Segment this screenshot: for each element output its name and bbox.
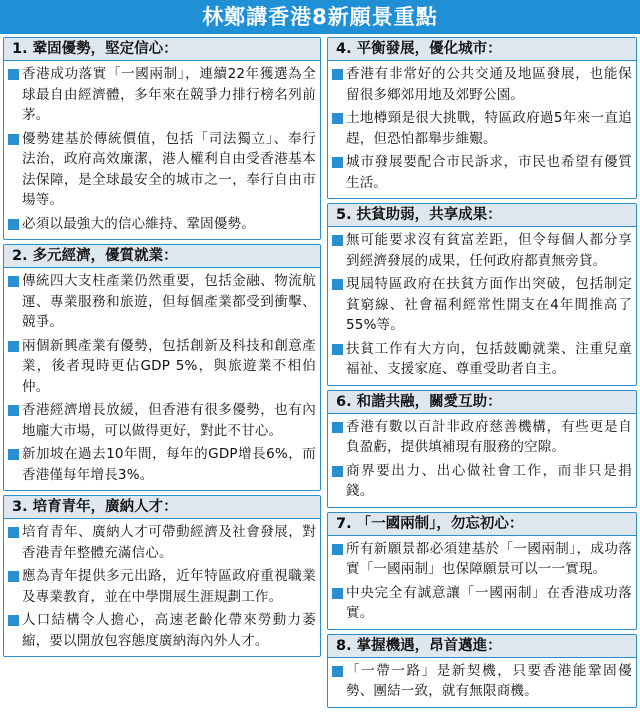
square-bullet-icon — [332, 544, 343, 555]
list-item — [332, 583, 632, 624]
item-text: 扶貧工作有大方向，包括鼓勵就業、注重兒童福祉、支援家庭、尊重受助者自主。 — [346, 340, 632, 377]
item-text: 無可能要求沒有貧富差距，但令每個人都分享到經濟發展的成果，任何政府都責無旁貸。 — [346, 232, 632, 269]
list-item — [8, 336, 316, 398]
square-bullet-icon — [332, 588, 343, 599]
section-heading: 7. 「一國兩制」，勿忘初心： — [328, 513, 636, 536]
page-title: 林鄭講香港8新願景重點 — [0, 0, 640, 34]
item-text: 優勢建基於傳統價值，包括「司法獨立」、奉行法治，政府高效廉潔，港人權利自由受香港基本法保障，是全球最安全的城市之一，奉行自由市場等。 — [22, 130, 316, 208]
list-item — [332, 339, 632, 380]
section-1 — [3, 37, 321, 240]
item-text: 中央完全有誠意讓「一國兩制」在香港成功落實。 — [346, 584, 632, 621]
section-body — [328, 536, 636, 629]
list-item — [8, 444, 316, 485]
square-bullet-icon — [8, 405, 19, 416]
section-body — [328, 658, 636, 707]
section-heading: 4. 平衡發展，優化城市： — [328, 38, 636, 61]
section-6 — [327, 390, 637, 508]
list-item — [8, 522, 316, 563]
list-item — [332, 230, 632, 271]
item-text: 城市發展要配合市民訴求，市民也希望有優質生活。 — [346, 154, 632, 191]
square-bullet-icon — [332, 344, 343, 355]
square-bullet-icon — [332, 113, 343, 124]
square-bullet-icon — [332, 157, 343, 168]
item-text: 香港有非常好的公共交通及地區發展，也能保留很多鄉郊用地及郊野公園。 — [346, 66, 632, 103]
list-item — [332, 539, 632, 580]
square-bullet-icon — [332, 69, 343, 80]
list-item — [332, 661, 632, 702]
list-item — [332, 461, 632, 502]
item-text: 所有新願景都必須建基於「一國兩制」，成功落實「一國兩制」也保障願景可以一一實現。 — [346, 540, 632, 577]
item-text: 傳統四大支柱產業仍然重要，包括金融、物流航運、專業服務和旅遊，但每個產業都受到衝擊、競爭。 — [22, 273, 316, 330]
list-item — [8, 566, 316, 607]
section-2 — [3, 244, 321, 491]
square-bullet-icon — [8, 341, 19, 352]
list-item — [332, 152, 632, 193]
right-column — [327, 37, 637, 712]
section-heading: 3. 培育青年，廣納人才： — [4, 496, 320, 519]
square-bullet-icon — [332, 422, 343, 433]
section-body — [328, 61, 636, 198]
square-bullet-icon — [8, 219, 19, 230]
list-item — [8, 610, 316, 651]
item-text: 兩個新興產業有優勢，包括創新及科技和創意產業，後者現時更佔GDP 5%，與旅遊業不相伯仲。 — [22, 337, 316, 395]
section-heading: 1. 鞏固優勢，堅定信心： — [4, 38, 320, 61]
square-bullet-icon — [332, 466, 343, 477]
section-body — [4, 268, 320, 490]
section-body — [328, 227, 636, 385]
list-item — [8, 214, 316, 235]
item-text: 香港有數以百計非政府慈善機構，有些更是自負盈虧，提供填補現有服務的空隙。 — [346, 418, 632, 455]
section-heading: 2. 多元經濟，優質就業： — [4, 245, 320, 268]
item-text: 香港經濟增長放緩，但香港有很多優勢，也有內地龐大市場，可以做得更好，對此不甘心。 — [22, 402, 316, 439]
section-body — [4, 519, 320, 656]
item-text: 人口結構令人擔心，高速老齡化帶來勞動力萎縮，要以開放包容態度廣納海內外人才。 — [22, 612, 316, 649]
item-text: 商界要出力、出心做社會工作，而非只是捐錢。 — [346, 462, 632, 499]
section-3 — [3, 495, 321, 657]
list-item — [8, 64, 316, 126]
left-column — [3, 37, 321, 661]
list-item — [332, 274, 632, 336]
square-bullet-icon — [8, 449, 19, 460]
square-bullet-icon — [8, 571, 19, 582]
item-text: 香港成功落實「一國兩制」，連續22年獲選為全球最自由經濟體，多年來在競爭力排行榜名列前茅。 — [22, 66, 316, 123]
list-item — [332, 64, 632, 105]
item-text: 現屆特區政府在扶貧方面作出突破，包括制定貧窮線、社會福利經常性開支在4年間推高了55%等。 — [346, 276, 632, 333]
section-8 — [327, 634, 637, 708]
square-bullet-icon — [332, 279, 343, 290]
section-heading: 8. 掌握機遇，昂首邁進： — [328, 635, 636, 658]
item-text: 應為青年提供多元出路，近年特區政府重視職業及專業教育，並在中學開展生涯規劃工作。 — [22, 568, 316, 605]
item-text: 培育青年、廣納人才可帶動經濟及社會發展，對香港青年整體充滿信心。 — [22, 524, 316, 561]
list-item — [332, 417, 632, 458]
square-bullet-icon — [332, 235, 343, 246]
square-bullet-icon — [8, 69, 19, 80]
section-heading: 5. 扶貧助弱，共享成果： — [328, 204, 636, 227]
square-bullet-icon — [8, 615, 19, 626]
square-bullet-icon — [332, 666, 343, 677]
item-text: 新加坡在過去10年間，每年的GDP增長6%，而香港僅每年增長3%。 — [22, 446, 316, 483]
list-item — [332, 108, 632, 149]
section-heading: 6. 和諧共融，關愛互助： — [328, 391, 636, 414]
list-item — [8, 129, 316, 211]
item-text: 「一帶一路」是新契機，只要香港能鞏固優勢、團結一致，就有無限商機。 — [346, 662, 632, 699]
square-bullet-icon — [8, 527, 19, 538]
item-text: 土地樽頸是很大挑戰，特區政府過5年來一直追趕，但恐怕都舉步維艱。 — [346, 110, 632, 147]
item-text: 必須以最強大的信心維持、鞏固優勢。 — [22, 215, 255, 232]
list-item — [8, 400, 316, 441]
section-body — [328, 414, 636, 507]
square-bullet-icon — [8, 276, 19, 287]
section-body — [4, 61, 320, 239]
list-item — [8, 271, 316, 333]
section-5 — [327, 203, 637, 386]
section-4 — [327, 37, 637, 199]
section-7 — [327, 512, 637, 630]
square-bullet-icon — [8, 134, 19, 145]
